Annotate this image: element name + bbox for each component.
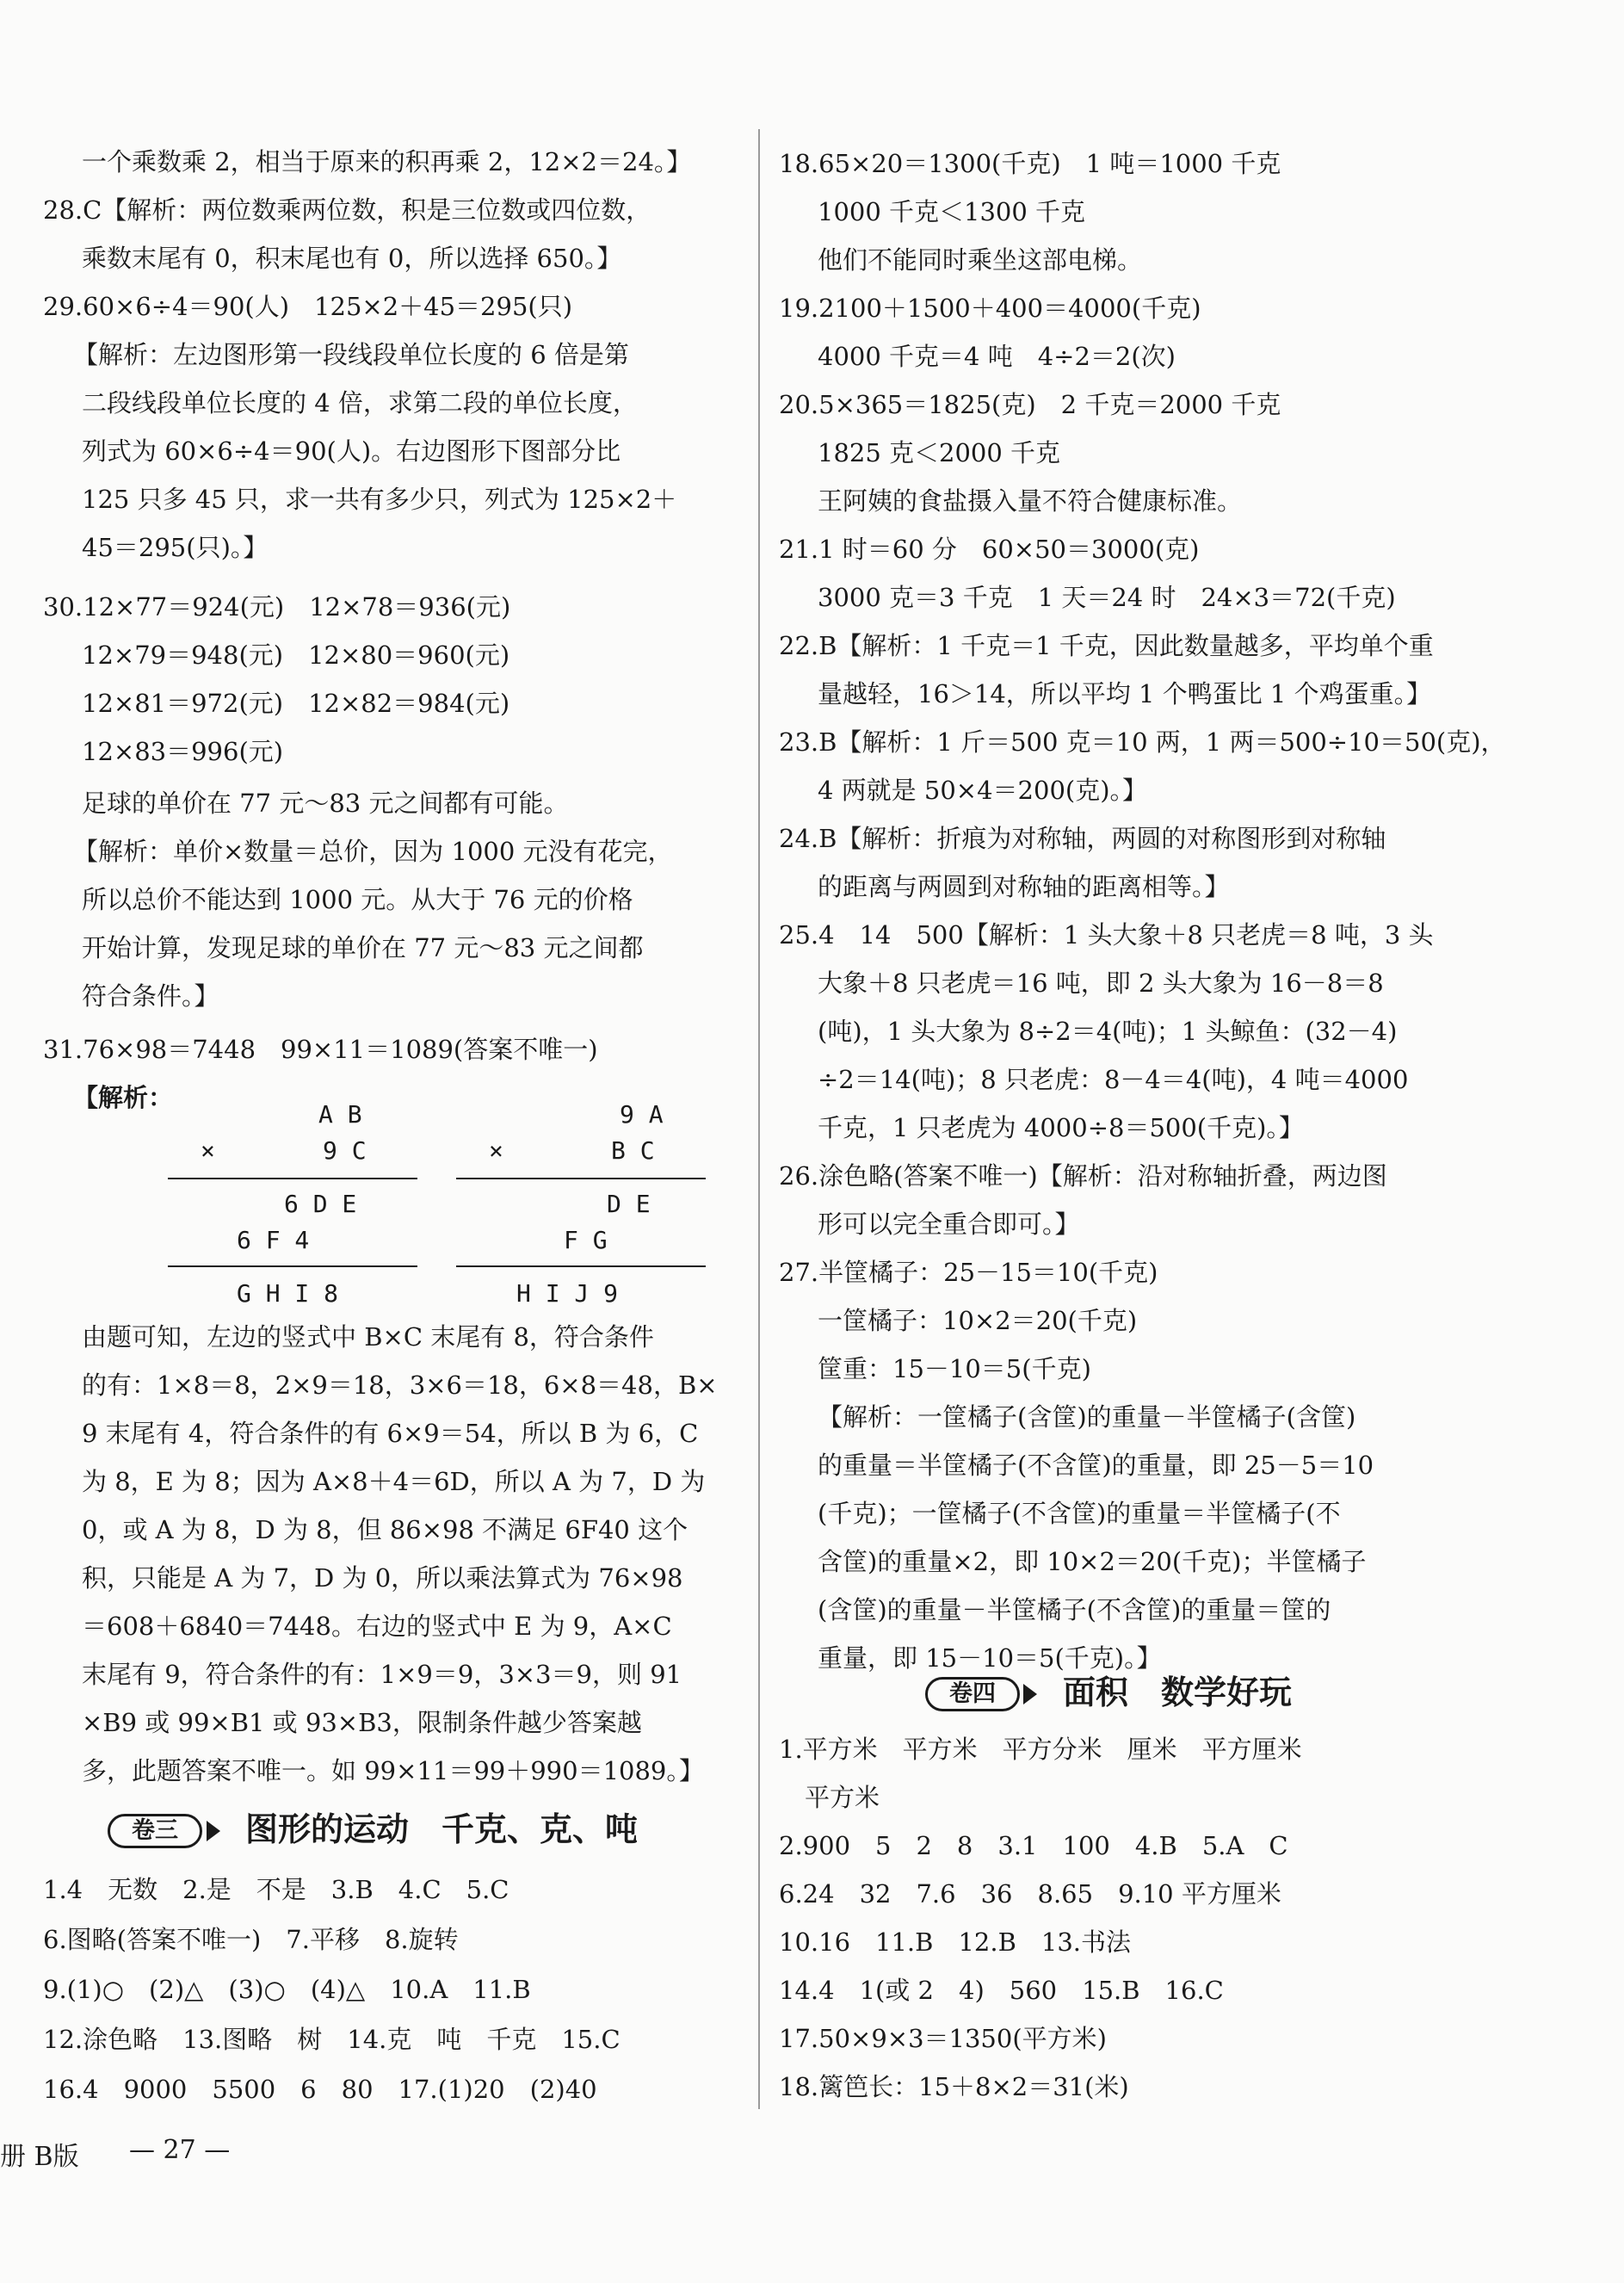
text-line: 含筐)的重量×2，即 10×2＝20(千克)；半筐橘子 — [818, 1547, 1367, 1576]
vm-row: 9 A — [620, 1100, 664, 1129]
text-line: 45＝295(只)。】 — [82, 533, 269, 562]
section4-tag: 卷四 — [925, 1677, 1020, 1711]
text-line: ÷2＝14(吨)；8 只老虎：8－4＝4(吨)，4 吨＝4000 — [818, 1065, 1409, 1094]
text-line: 开始计算，发现足球的单价在 77 元～83 元之间都 — [82, 933, 644, 962]
text-line: (吨)，1 头大象为 8÷2＝4(吨)；1 头鲸鱼：(32－4) — [818, 1017, 1398, 1046]
text-line: 4000 千克＝4 吨 4÷2＝2(次) — [818, 342, 1176, 371]
text-line: 所以总价不能达到 1000 元。从大于 76 元的价格 — [82, 885, 633, 914]
text-line: 31.76×98＝7448 99×11＝1089(答案不唯一) — [43, 1035, 598, 1064]
answer-line: 平方米 — [805, 1783, 880, 1812]
text-line: 20.5×365＝1825(克) 2 千克＝2000 千克 — [779, 390, 1281, 419]
text-line: 25.4 14 500【解析：1 头大象＋8 只老虎＝8 吨，3 头 — [779, 920, 1434, 950]
vm-line — [168, 1178, 417, 1179]
answer-line: 2.900 5 2 8 3.1 100 4.B 5.A C — [779, 1831, 1288, 1860]
text-line: 末尾有 9，符合条件的有：1×9＝9，3×3＝9，则 91 — [82, 1660, 682, 1689]
text-line: 12×81＝972(元) 12×82＝984(元) — [82, 689, 510, 718]
text-line: 1825 克＜2000 千克 — [818, 438, 1061, 467]
text-line: 23.B【解析：1 斤＝500 克＝10 两，1 两＝500÷10＝50(克)， — [779, 727, 1506, 757]
text-line: ＝608＋6840＝7448。右边的竖式中 E 为 9，A×C — [82, 1612, 672, 1641]
answer-line: 6.图略(答案不唯一) 7.平移 8.旋转 — [43, 1925, 459, 1954]
text-line: 21.1 时＝60 分 60×50＝3000(克) — [779, 535, 1200, 564]
text-line: 一个乘数乘 2，相当于原来的积再乘 2，12×2＝24。】 — [82, 147, 692, 176]
text-line: 形可以完全重合即可。】 — [818, 1210, 1080, 1239]
text-line: 的重量＝半筐橘子(不含筐)的重量，即 25－5＝10 — [818, 1451, 1374, 1480]
text-line: 12×79＝948(元) 12×80＝960(元) — [82, 640, 510, 670]
text-line: 千克，1 只老虎为 4000÷8＝500(千克)。】 — [818, 1113, 1304, 1142]
text-line: 24.B【解析：折痕为对称轴，两圆的对称图形到对称轴 — [779, 824, 1386, 853]
text-line: 积，只能是 A 为 7，D 为 0，所以乘法算式为 76×98 — [82, 1563, 683, 1593]
text-line: 为 8，E 为 8；因为 A×8＋4＝6D，所以 A 为 7，D 为 — [82, 1467, 706, 1496]
vm-row: B C — [611, 1136, 655, 1165]
answer-line: 1.4 无数 2.是 不是 3.B 4.C 5.C — [43, 1875, 509, 1904]
arrow-icon — [207, 1821, 220, 1841]
vm-row: A B — [318, 1100, 362, 1129]
vm-row: F G — [564, 1226, 608, 1254]
text-line: 29.60×6÷4＝90(人) 125×2＋45＝295(只) — [43, 292, 573, 321]
text-line: 12×83＝996(元) — [82, 737, 284, 766]
vm-row: 6 F 4 — [237, 1226, 310, 1254]
footer-edition: 册 B版 — [0, 2142, 79, 2172]
text-line: 二段线段单位长度的 4 倍，求第二段的单位长度， — [82, 388, 638, 418]
text-line: 的距离与两圆到对称轴的距离相等。】 — [818, 872, 1230, 901]
section4-title: 面积 数学好玩 — [1063, 1673, 1293, 1711]
text-line: 王阿姨的食盐摄入量不符合健康标准。 — [818, 486, 1243, 516]
answer-line: 14.4 1(或 2 4) 560 15.B 16.C — [779, 1976, 1224, 2005]
text-line: (千克)；一筐橘子(不含筐)的重量＝半筐橘子(不 — [818, 1499, 1341, 1528]
vm-row: H I J 9 — [516, 1279, 619, 1308]
text-line: 26.涂色略(答案不唯一)【解析：沿对称轴折叠，两边图 — [779, 1161, 1387, 1191]
text-line: 筐重：15－10＝5(千克) — [818, 1354, 1091, 1383]
text-line: 由题可知，左边的竖式中 B×C 末尾有 8，符合条件 — [82, 1322, 654, 1352]
text-line: 乘数末尾有 0，积末尾也有 0，所以选择 650。】 — [82, 244, 622, 273]
text-line: 18.65×20＝1300(千克) 1 吨＝1000 千克 — [779, 149, 1281, 178]
text-line: 他们不能同时乘坐这部电梯。 — [818, 245, 1143, 275]
text-line: 的有：1×8＝8，2×9＝18，3×6＝18，6×8＝48，B× — [82, 1370, 718, 1400]
vm-row: 9 C — [323, 1136, 367, 1165]
answer-line: 1.平方米 平方米 平方分米 厘米 平方厘米 — [779, 1735, 1302, 1764]
answer-line: 18.篱笆长：15＋8×2＝31(米) — [779, 2072, 1129, 2101]
answer-line: 17.50×9×3＝1350(平方米) — [779, 2024, 1107, 2053]
times-sign: × — [489, 1136, 503, 1165]
text-line: 足球的单价在 77 元～83 元之间都有可能。 — [82, 789, 569, 818]
text-line: 0，或 A 为 8，D 为 8，但 86×98 不满足 6F40 这个 — [82, 1515, 689, 1544]
text-line: 符合条件。】 — [82, 981, 219, 1011]
text-line: 9 末尾有 4，符合条件的有 6×9＝54，所以 B 为 6，C — [82, 1419, 699, 1448]
text-line: 22.B【解析：1 千克＝1 千克，因此数量越多，平均单个重 — [779, 631, 1434, 660]
text-line: 3000 克＝3 千克 1 天＝24 时 24×3＝72(千克) — [818, 583, 1396, 612]
text-line: 重量，即 15－10＝5(千克)。】 — [818, 1643, 1162, 1673]
footer-page-number: — 27 — — [129, 2135, 231, 2165]
text-line: (含筐)的重量－半筐橘子(不含筐)的重量＝筐的 — [818, 1595, 1331, 1624]
text-line: 量越轻，16＞14，所以平均 1 个鸭蛋比 1 个鸡蛋重。】 — [818, 679, 1432, 708]
text-line: 【解析： — [73, 1083, 174, 1112]
text-line: 【解析：单价×数量＝总价，因为 1000 元没有花完， — [73, 837, 673, 866]
text-line: 【解析：左边图形第一段线段单位长度的 6 倍是第 — [73, 340, 629, 369]
vm-line — [168, 1265, 417, 1267]
text-line: 28.C【解析：两位数乘两位数，积是三位数或四位数， — [43, 195, 651, 225]
text-line: 一筐橘子：10×2＝20(千克) — [818, 1306, 1138, 1335]
vm-line — [456, 1178, 706, 1179]
times-sign: × — [201, 1136, 215, 1165]
answer-line: 9.(1)○ (2)△ (3)○ (4)△ 10.A 11.B — [43, 1975, 531, 2004]
text-line: 多，此题答案不唯一。如 99×11＝99＋990＝1089。】 — [82, 1756, 704, 1785]
arrow-icon — [1023, 1684, 1037, 1705]
answer-line: 12.涂色略 13.图略 树 14.克 吨 千克 15.C — [43, 2025, 621, 2054]
text-line: 【解析：一筐橘子(含筐)的重量－半筐橘子(含筐) — [818, 1402, 1356, 1432]
text-line: 30.12×77＝924(元) 12×78＝936(元) — [43, 592, 511, 622]
answer-line: 10.16 11.B 12.B 13.书法 — [779, 1927, 1132, 1957]
text-line: 1000 千克＜1300 千克 — [818, 197, 1086, 226]
vm-row: D E — [607, 1190, 651, 1218]
text-line: 4 两就是 50×4＝200(克)。】 — [818, 776, 1148, 805]
vm-row: 6 D E — [284, 1190, 357, 1218]
section3-title: 图形的运动 千克、克、吨 — [245, 1810, 639, 1848]
text-line: 19.2100＋1500＋400＝4000(千克) — [779, 294, 1201, 323]
text-line: ×B9 或 99×B1 或 93×B3，限制条件越少答案越 — [82, 1708, 642, 1737]
answer-line: 16.4 9000 5500 6 80 17.(1)20 (2)40 — [43, 2075, 597, 2104]
text-line: 大象＋8 只老虎＝16 吨，即 2 头大象为 16－8＝8 — [818, 968, 1384, 998]
answer-line: 6.24 32 7.6 36 8.65 9.10 平方厘米 — [779, 1879, 1281, 1909]
vm-row: G H I 8 — [237, 1279, 339, 1308]
text-line: 列式为 60×6÷4＝90(人)。右边图形下图部分比 — [82, 436, 621, 466]
text-line: 27.半筐橘子：25－15＝10(千克) — [779, 1258, 1158, 1287]
section3-tag: 卷三 — [108, 1814, 202, 1848]
text-line: 125 只多 45 只，求一共有多少只，列式为 125×2＋ — [82, 485, 677, 514]
vm-line — [456, 1265, 706, 1267]
column-divider — [758, 129, 760, 2109]
